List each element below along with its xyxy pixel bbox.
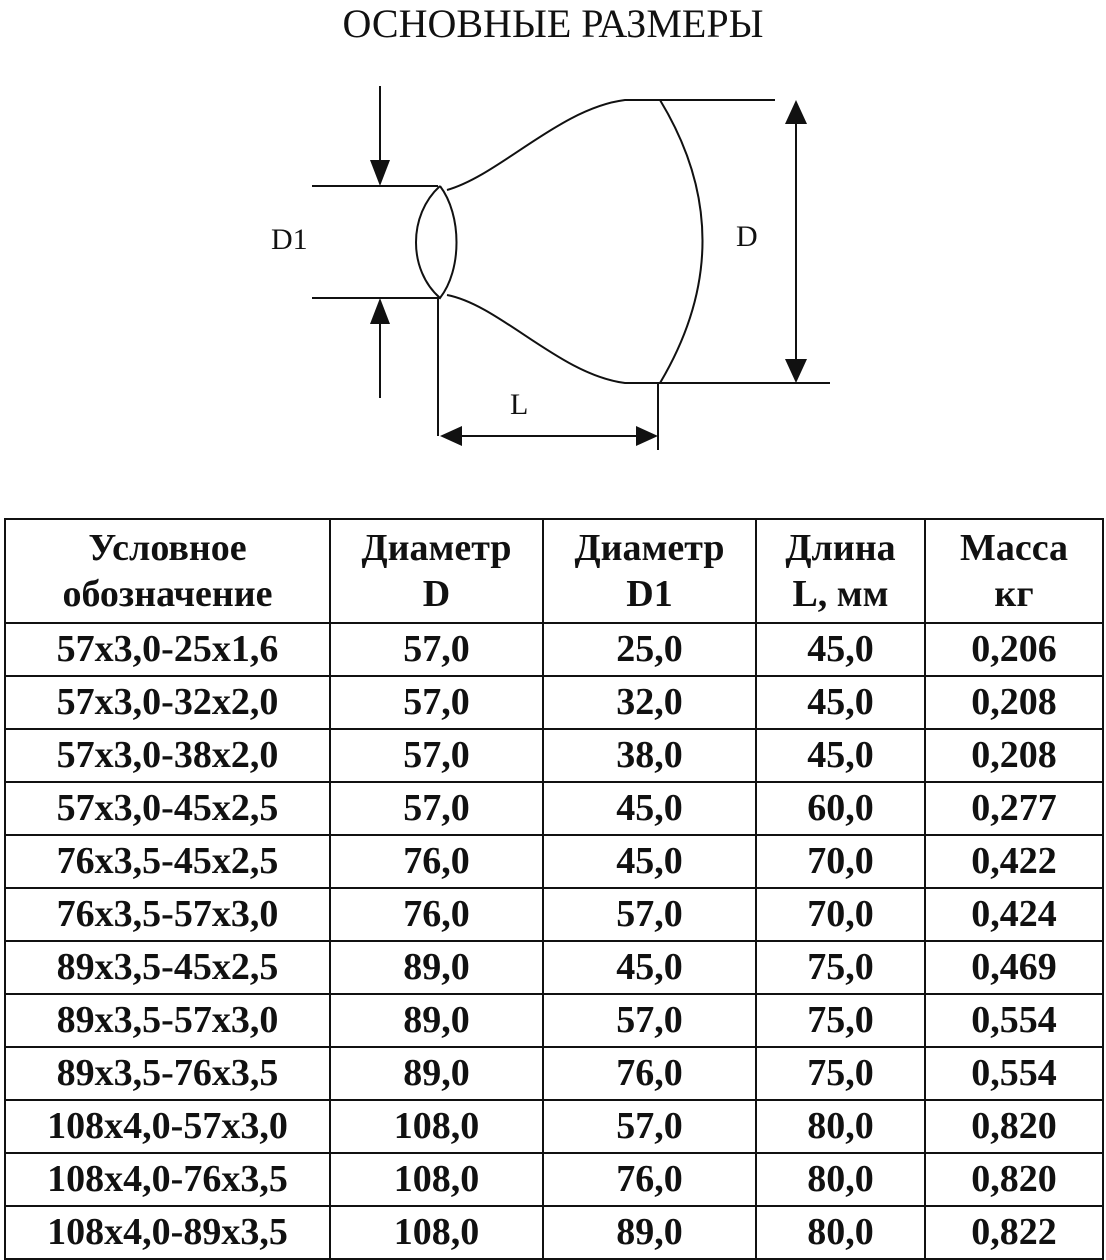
cell-length-l: 60,0 (756, 782, 925, 835)
cell-designation: 108x4,0-57x3,0 (5, 1100, 330, 1153)
table-row (5, 994, 1103, 1047)
table-row (5, 782, 1103, 835)
table-row (5, 1153, 1103, 1206)
cell-mass: 0,554 (925, 994, 1103, 1047)
table-row (5, 1206, 1103, 1259)
cell-designation: 57x3,0-38x2,0 (5, 729, 330, 782)
cell-mass: 0,424 (925, 888, 1103, 941)
cell-diameter-d: 76,0 (330, 888, 543, 941)
cell-diameter-d1: 45,0 (543, 941, 756, 994)
table-row (5, 729, 1103, 782)
page-title: ОСНОВНЫЕ РАЗМЕРЫ (342, 1, 764, 46)
table-row (5, 1100, 1103, 1153)
cell-diameter-d: 89,0 (330, 1047, 543, 1100)
cell-designation: 108x4,0-76x3,5 (5, 1153, 330, 1206)
table-row (5, 676, 1103, 729)
table-row (5, 835, 1103, 888)
cell-diameter-d1: 89,0 (543, 1206, 756, 1259)
cell-diameter-d: 108,0 (330, 1206, 543, 1259)
d-arrow-bottom (785, 359, 807, 383)
cell-designation: 89x3,5-76x3,5 (5, 1047, 330, 1100)
l-arrow-left (440, 426, 462, 446)
cell-mass: 0,820 (925, 1153, 1103, 1206)
cell-length-l: 80,0 (756, 1206, 925, 1259)
cell-diameter-d1: 32,0 (543, 676, 756, 729)
cell-mass: 0,208 (925, 729, 1103, 782)
small-end-outline (416, 186, 457, 298)
cell-length-l: 80,0 (756, 1100, 925, 1153)
cell-designation: 76x3,5-57x3,0 (5, 888, 330, 941)
l-arrow-right (636, 426, 658, 446)
cell-length-l: 70,0 (756, 835, 925, 888)
cell-diameter-d1: 57,0 (543, 1100, 756, 1153)
cell-mass: 0,277 (925, 782, 1103, 835)
cell-diameter-d1: 57,0 (543, 888, 756, 941)
cell-diameter-d1: 38,0 (543, 729, 756, 782)
cell-diameter-d1: 45,0 (543, 782, 756, 835)
cell-diameter-d: 108,0 (330, 1153, 543, 1206)
cell-designation: 89x3,5-57x3,0 (5, 994, 330, 1047)
cell-diameter-d1: 76,0 (543, 1153, 756, 1206)
cell-diameter-d: 108,0 (330, 1100, 543, 1153)
cell-diameter-d1: 45,0 (543, 835, 756, 888)
cell-designation: 76x3,5-45x2,5 (5, 835, 330, 888)
cell-designation: 57x3,0-45x2,5 (5, 782, 330, 835)
d1-arrow-top (370, 160, 390, 186)
cell-diameter-d: 57,0 (330, 623, 543, 676)
cell-diameter-d: 89,0 (330, 994, 543, 1047)
header-diameter-d: Диаметр D (330, 519, 543, 623)
reducer-drawing (0, 0, 1106, 470)
cell-length-l: 75,0 (756, 994, 925, 1047)
cell-length-l: 45,0 (756, 623, 925, 676)
header-length-l: Длина L, мм (756, 519, 925, 623)
label-l: L (510, 388, 529, 421)
cell-diameter-d: 57,0 (330, 729, 543, 782)
cell-diameter-d1: 76,0 (543, 1047, 756, 1100)
cell-diameter-d1: 25,0 (543, 623, 756, 676)
cell-length-l: 45,0 (756, 729, 925, 782)
cell-designation: 57x3,0-32x2,0 (5, 676, 330, 729)
large-end-arc (660, 100, 703, 383)
cell-designation: 89x3,5-45x2,5 (5, 941, 330, 994)
cell-length-l: 45,0 (756, 676, 925, 729)
cell-mass: 0,822 (925, 1206, 1103, 1259)
dimensions-table-container (4, 518, 1102, 1260)
header-diameter-d1: Диаметр D1 (543, 519, 756, 623)
cell-diameter-d: 76,0 (330, 835, 543, 888)
cell-mass: 0,422 (925, 835, 1103, 888)
cell-length-l: 70,0 (756, 888, 925, 941)
table-header-row (5, 519, 1103, 623)
header-mass: Масса кг (925, 519, 1103, 623)
cell-mass: 0,469 (925, 941, 1103, 994)
d-arrow-top (785, 100, 807, 124)
reducer-upper-profile (447, 100, 775, 190)
table-row (5, 941, 1103, 994)
cell-length-l: 80,0 (756, 1153, 925, 1206)
reducer-lower-profile (447, 295, 830, 383)
cell-length-l: 75,0 (756, 1047, 925, 1100)
cell-mass: 0,206 (925, 623, 1103, 676)
cell-diameter-d: 57,0 (330, 676, 543, 729)
cell-diameter-d: 57,0 (330, 782, 543, 835)
cell-diameter-d1: 57,0 (543, 994, 756, 1047)
cell-mass: 0,208 (925, 676, 1103, 729)
cell-designation: 108x4,0-89x3,5 (5, 1206, 330, 1259)
table-row (5, 1047, 1103, 1100)
header-designation: Условное обозначение (5, 519, 330, 623)
cell-length-l: 75,0 (756, 941, 925, 994)
cell-mass: 0,554 (925, 1047, 1103, 1100)
label-d1: D1 (271, 223, 308, 256)
cell-designation: 57x3,0-25x1,6 (5, 623, 330, 676)
cell-diameter-d: 89,0 (330, 941, 543, 994)
label-d: D (736, 220, 758, 253)
dimensions-table (4, 518, 1104, 1260)
d1-arrow-bottom (370, 298, 390, 324)
table-row (5, 623, 1103, 676)
table-row (5, 888, 1103, 941)
cell-mass: 0,820 (925, 1100, 1103, 1153)
